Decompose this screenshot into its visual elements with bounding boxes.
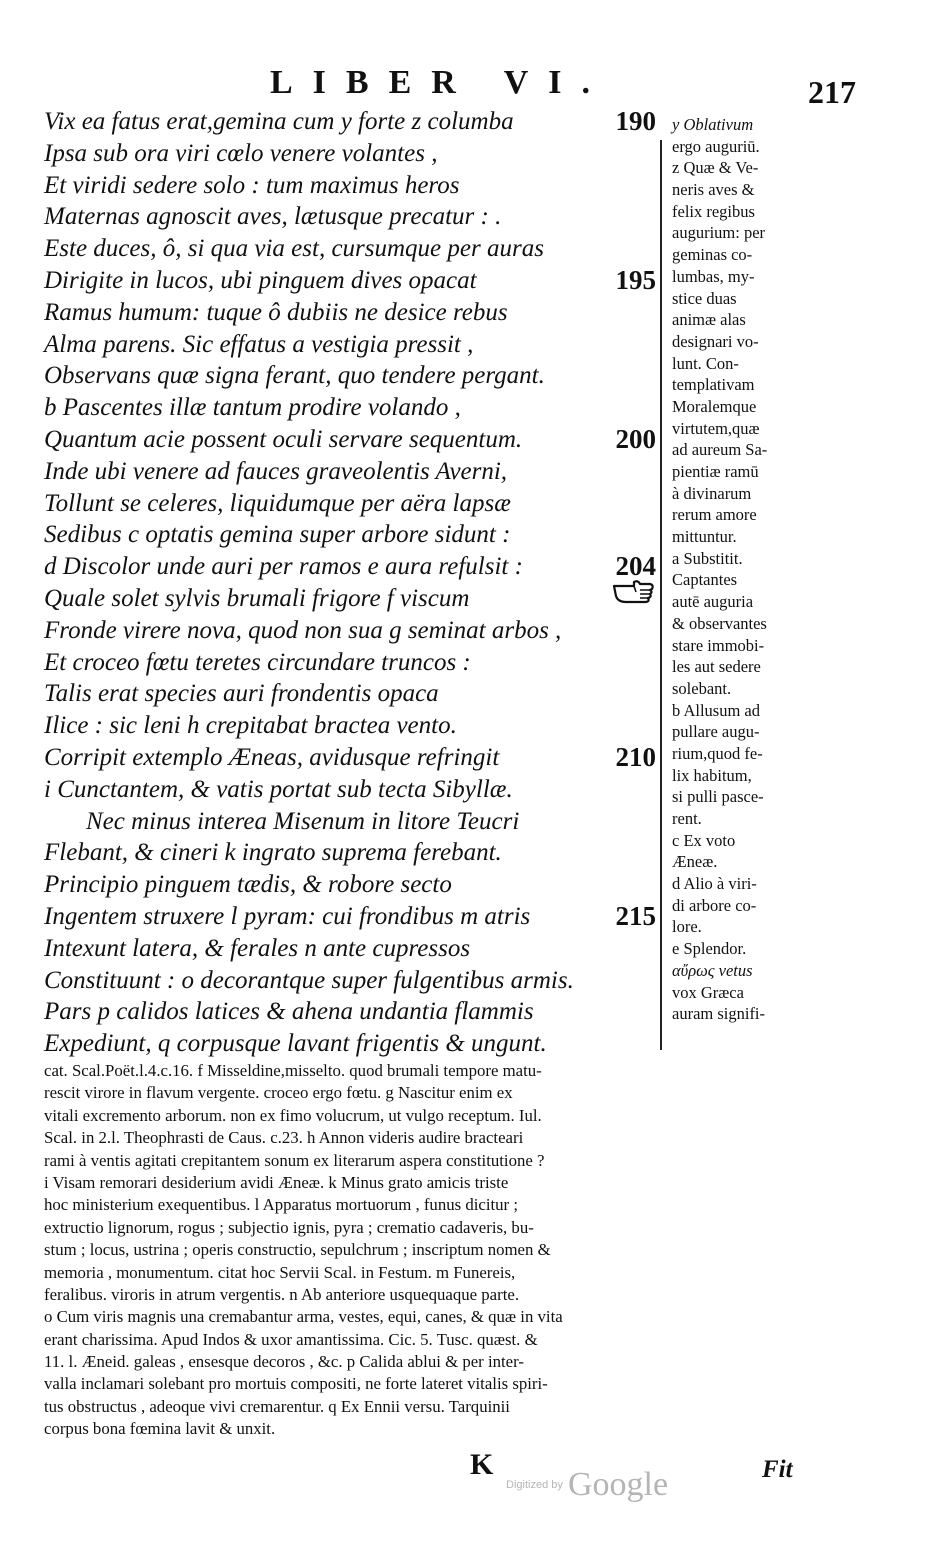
margin-note-line: animæ alas [672,310,746,330]
verse-text: Flebant, & cineri k ingrato suprema ferebant. [44,839,502,867]
line-number: 210 [615,741,656,772]
verse-text: Corripit extemplo Æneas, avidusque refringit [44,743,500,771]
running-title: LIBER VI. [270,64,610,101]
verse-line [44,933,656,965]
page-header [0,64,932,110]
note-line: tus obstructus , adeoque vivi cremarentur. q Ex Ennii versu. Tarquinii [44,1396,510,1416]
margin-note-line: αὔρως vetus [672,960,753,980]
verse-text: i Cunctantem, & vatis portat sub tecta Sibyllæ. [44,775,513,803]
verse-line [44,901,656,933]
verse-text: Constituunt : o decorantque super fulgentibus armis. [44,966,574,994]
verse-text: Ingentem struxere l pyram: cui frondibus m atris [44,902,531,930]
verse-text: Et viridi sedere solo : tum maximus heros [44,171,460,199]
note-line: stum ; locus, ustrina ; operis constructio, sepulchrum ; inscriptum nomen & [44,1240,551,1260]
margin-note-line: vox Græca [672,982,744,1002]
margin-note-line: lore. [672,917,702,937]
verse-text: Fronde virere nova, quod non sua g seminat arbos , [44,616,562,644]
column-divider [660,140,662,1050]
margin-note-line: stare immobi- [672,635,765,655]
verse-text: Ilice : sic leni h crepitabat bractea vento. [44,712,457,740]
verse-text: Nec minus interea Misenum in litore Teucri [86,807,520,835]
verse-text: Quantum acie possent oculi servare sequentum. [44,425,523,453]
verse-text: Alma parens. Sic effatus a vestigia pressit , [44,330,474,358]
margin-notes [672,114,824,1025]
margin-note-line: autē auguria [672,592,754,612]
note-line: rami à ventis agitati crepitantem sonum ex literarum aspera constitutione ? [44,1150,545,1170]
verse-line [44,710,656,742]
note-line: memoria , monumentum. citat hoc Servii Scal. in Festum. m Funereis, [44,1262,516,1282]
verse-text: Este duces, ô, si qua via est, cursumque per auras [44,235,544,263]
margin-note-line: Captantes [672,570,738,590]
note-line: rescit virore in flavum vergente. croceo ergo fœtu. g Nascitur enim ex [44,1083,513,1103]
verse-text: Quale solet sylvis brumali frigore f viscum [44,584,470,612]
margin-note-line: rium,quod fe- [672,743,763,763]
margin-note-line: y Oblativum [672,115,754,134]
margin-note-line: pullare augu- [672,722,760,742]
verse-line [44,583,656,615]
watermark-google: Google [567,1466,669,1503]
margin-note-line: a Substitit. [672,548,743,568]
note-line: feralibus. viroris in atrum vergentis. n Ab anteriore usquequaque parte. [44,1284,520,1304]
margin-note-line: felix regibus [672,201,755,221]
verse-line [44,806,656,838]
note-line: valla inclamari solebant pro mortuis compositi, ne forte lateret vitalis spiri- [44,1374,548,1394]
verse-text: Pars p calidos latices & ahena undantia flammis [44,998,534,1026]
verse-text: Expediunt, q corpusque lavant frigentis & ungunt. [44,1030,547,1058]
note-line: cat. Scal.Poët.l.4.c.16. f Misseldine,misselto. quod brumali tempore matu- [44,1061,542,1080]
verse-text: Principio pinguem tædis, & robore secto [44,871,452,899]
verse-text: b Pascentes illæ tantum prodire volando , [44,394,461,422]
line-number: 190 [615,106,656,136]
verse-line [44,869,656,901]
verse-line [44,170,656,202]
margin-note-line: auram signifi- [672,1004,766,1024]
verse-text: Maternas agnoscit aves, lætusque precatur : . [44,203,502,231]
note-line: i Visam remorari desiderium avidi Æneæ. k Minus grato amicis triste [44,1172,509,1192]
note-line: erant charissima. Apud Indos & uxor amantissima. Cic. 5. Tusc. quæst. & [44,1329,538,1349]
margin-note-line: lunt. Con- [672,353,739,373]
verse-line [44,201,656,233]
margin-note-line: rerum amore [672,505,757,525]
margin-note-line: si pulli pasce- [672,787,764,807]
verse-text: Sedibus c optatis gemina super arbore sidunt : [44,521,511,549]
digitized-watermark [506,1466,668,1504]
verse-line [44,138,656,170]
margin-note-line: geminas co- [672,245,753,265]
verse-line [44,551,656,583]
verse-line [44,1028,656,1060]
verse-text: Dirigite in lucos, ubi pinguem dives opacat [44,266,477,294]
verse-text: Ramus humum: tuque ô dubiis ne desice rebus [44,298,508,326]
verse-line [44,996,656,1028]
verse-text: Vix ea fatus erat,gemina cum y forte z columba [44,108,514,135]
margin-note-line: d Alio à viri- [672,874,757,894]
signature-mark: K [470,1448,494,1481]
verse-text: Intexunt latera, & ferales n ante cupressos [44,934,471,962]
verse-line [44,774,656,806]
margin-note-line: Moralemque [672,396,757,416]
margin-note-line: pientiæ ramū [672,462,759,481]
line-number: 204 [615,551,656,582]
margin-note-line: mittuntur. [672,527,737,547]
verse-line [44,265,656,297]
note-line: o Cum viris magnis una cremabantur arma, vestes, equi, canes, & quæ in vita [44,1307,563,1327]
verse-line [44,424,656,456]
line-number: 215 [615,900,656,931]
verse-column [44,106,656,1060]
margin-note-line: e Splendor. [672,939,747,959]
note-line: 11. l. Æneid. galeas , ensesque decoros , &c. p Calida ablui & per inter- [44,1352,524,1372]
margin-note-line: Æneæ. [672,852,718,872]
margin-note-line: ad aureum Sa- [672,440,768,460]
watermark-small: Digitized by [506,1479,563,1491]
margin-note-line: rent. [672,809,702,828]
margin-note-line: designari vo- [672,331,759,351]
margin-note-line: lumbas, my- [672,266,755,286]
verse-line [44,392,656,424]
verse-line [44,233,656,265]
verse-line [44,106,656,138]
note-line: hoc ministerium exequentibus. l Apparatus mortuorum , funus dicitur ; [44,1195,518,1215]
margin-note-line: & observantes [672,613,767,633]
margin-note-line: neris aves & [672,180,755,200]
margin-note-line: à divinarum [672,483,752,503]
verse-line [44,329,656,361]
verse-line [44,519,656,551]
verse-line [44,742,656,774]
margin-note-line: solebant. [672,678,732,698]
verse-line [44,297,656,329]
margin-note-line: z Quæ & Ve- [672,158,759,178]
note-line: vitali excremento arborum. non ex fimo volucrum, ut vulgo receptum. Iul. [44,1105,542,1125]
verse-line [44,678,656,710]
margin-note-line: stice duas [672,288,737,308]
margin-note-line: virtutem,quæ [672,418,760,438]
verse-line [44,360,656,392]
margin-note-line: augurium: per [672,223,766,243]
verse-line [44,837,656,869]
pointing-hand-icon [612,576,656,608]
catchword: Fit [762,1456,793,1483]
line-number: 200 [615,423,656,454]
margin-note-line: les aut sedere [672,657,761,677]
verse-line [44,965,656,997]
commentary-notes [44,1060,814,1441]
verse-line [44,615,656,647]
verse-line [44,647,656,679]
verse-line [44,488,656,520]
line-number: 195 [615,264,656,295]
margin-note-line: templativam [672,375,755,395]
margin-note-line: c Ex voto [672,830,736,850]
page-number: 217 [808,74,856,110]
verse-text: Talis erat species auri frondentis opaca [44,680,439,708]
verse-text: Observans quæ signa ferant, quo tendere pergant. [44,362,545,390]
verse-text: Inde ubi venere ad fauces graveolentis Averni, [44,457,508,485]
margin-note-line: ergo auguriū. [672,136,760,156]
verse-text: Et croceo fœtu teretes circundare truncos : [44,648,471,676]
note-line: extructio lignorum, rogus ; subjectio ignis, pyra ; crematio cadaveris, bu- [44,1217,534,1237]
note-line: corpus bona fœmina lavit & unxit. [44,1419,276,1439]
margin-note-line: di arbore co- [672,895,757,915]
margin-note-line: lix habitum, [672,765,752,785]
verse-line [44,456,656,488]
verse-text: Ipsa sub ora viri cœlo venere volantes , [44,139,438,167]
note-line: Scal. in 2.l. Theophrasti de Caus. c.23. h Annon videris audire bracteari [44,1128,524,1148]
verse-text: Tollunt se celeres, liquidumque per aëra lapsæ [44,489,511,517]
margin-note-line: b Allusum ad [672,700,761,720]
verse-text: d Discolor unde auri per ramos e aura refulsit : [44,553,523,581]
